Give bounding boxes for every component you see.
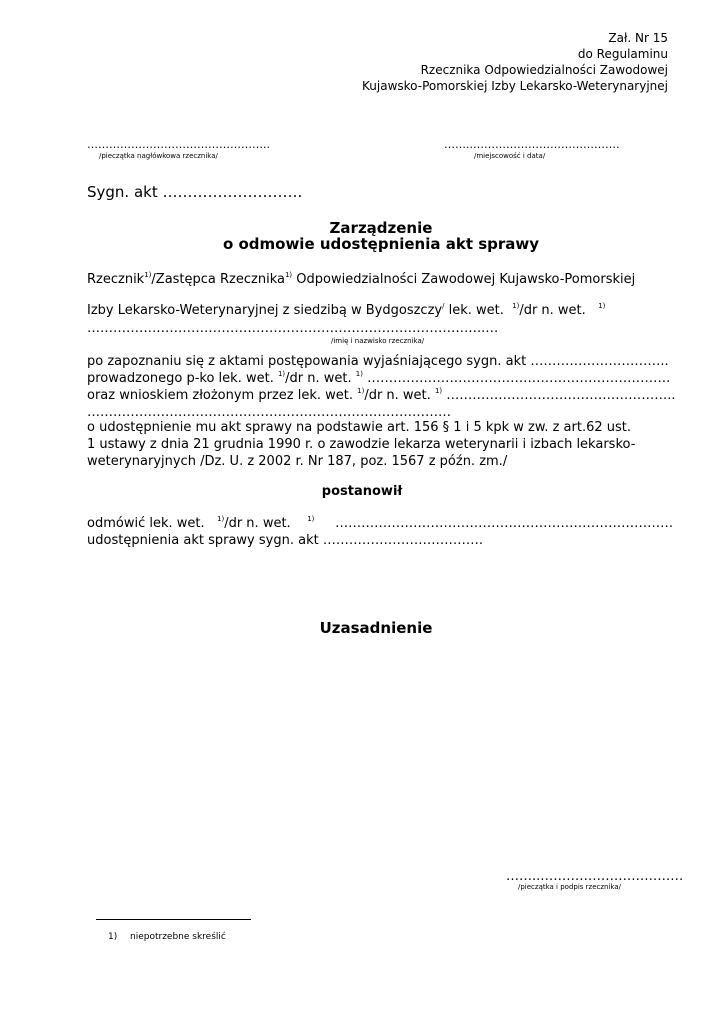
dr-text: /dr n. wet.: [519, 303, 586, 318]
footnote-ref: 1): [284, 271, 293, 279]
against-text: prowadzonego p-ko lek. wet.: [87, 371, 274, 386]
intro-line1: [87, 272, 635, 287]
footnote-ref: 1): [217, 515, 225, 523]
organization-line2: Kujawsko-Pomorskiej Izby Lekarsko-Weterynaryjnej: [362, 79, 668, 93]
footnote-ref: 1): [598, 302, 606, 310]
lek-wet-text: lek. wet.: [444, 303, 504, 318]
rzecznik-text: Rzecznik: [87, 272, 145, 287]
slash-mark: /: [442, 302, 445, 310]
signature-label: /pieczątka i podpis rzecznika/: [518, 883, 621, 891]
dots: ……………………………………………..: [442, 388, 676, 403]
para-line1: po zapoznaniu się z aktami postępowania wyjaśniającego sygn. akt …………………………..: [87, 354, 669, 369]
footnote-ref: 1): [512, 302, 520, 310]
decision-heading: postanowił: [321, 484, 403, 499]
para-line6: 1 ustawy z dnia 21 grudnia 1990 r. o zawodzie lekarza weterynarii i izbach lekarsko-: [87, 437, 636, 452]
stamp-dots-left: …………………………………………..: [87, 138, 270, 151]
para-line3: [87, 388, 676, 403]
para-line4: …………………………………………………………………………: [87, 405, 451, 420]
signature-dots: ……..……………………………: [506, 869, 684, 884]
footnote-ref: 1): [277, 370, 286, 378]
council-text: Odpowiedzialności Zawodowej Kujawsko-Pomorskiej: [292, 272, 636, 287]
dots: …………………………………………………………….: [362, 371, 671, 386]
chamber-text: Izby Lekarsko-Weterynaryjnej z siedzibą w Bydgoszczy: [87, 303, 443, 318]
para-line5: o udostępnienie mu akt sprawy na podstawie art. 156 § 1 i 5 kpk w zw. z art.62 ust.: [87, 420, 631, 435]
dr-text: /dr n. wet.: [285, 371, 352, 386]
document-title: Zarządzenie: [329, 219, 433, 237]
footnote-text: niepotrzebne skreślić: [130, 932, 226, 942]
request-text: oraz wnioskiem złożonym przez lek. wet.: [87, 388, 353, 403]
footnote-number: 1): [108, 932, 118, 942]
dots: ……………………………………………………………………: [335, 516, 674, 531]
rzecznik-name-dots: ………………………………………………………………………………..…: [87, 321, 499, 336]
document-subtitle: o odmowie udostępnienia akt sprawy: [222, 235, 540, 253]
stamp-label-right: /miejscowość i data/: [474, 152, 546, 160]
footnote-ref: 1): [434, 387, 443, 395]
zastepca-text: /Zastępca Rzecznika: [151, 272, 285, 287]
stamp-label-left: /pieczątka nagłówkowa rzecznika/: [99, 152, 218, 160]
footnote-ref: 1): [307, 515, 315, 523]
justification-heading: Uzasadnienie: [319, 619, 433, 637]
refuse-text: odmówić lek. wet.: [87, 516, 205, 531]
footnote-ref: 1): [355, 370, 363, 378]
para-line2: [87, 371, 670, 386]
attachment-number: Zał. Nr 15: [608, 31, 668, 45]
footnote-ref: 1): [144, 271, 152, 279]
para-line7: weterynaryjnych /Dz. U. z 2002 r. Nr 187, poz. 1567 z późn. zm./: [87, 454, 508, 469]
dr-text: /dr n. wet.: [364, 388, 431, 403]
footnote-separator: [96, 919, 251, 920]
case-signature: Sygn. akt ……………………….: [87, 183, 303, 201]
decision-line1: [87, 516, 673, 531]
organization-line1: Rzecznika Odpowiedzialności Zawodowej: [420, 63, 668, 77]
rzecznik-name-label: /imię i nazwisko rzecznika/: [331, 337, 425, 345]
stamp-dots-right: ……..………………………………….: [444, 138, 620, 151]
regulation-ref: do Regulaminu: [577, 47, 668, 61]
footnote-ref: 1): [357, 387, 365, 395]
dr-text: /dr n. wet.: [224, 516, 291, 531]
intro-line2: [87, 303, 605, 318]
decision-line2: udostępnienia akt sprawy sygn. akt ……………………………….: [87, 533, 483, 548]
